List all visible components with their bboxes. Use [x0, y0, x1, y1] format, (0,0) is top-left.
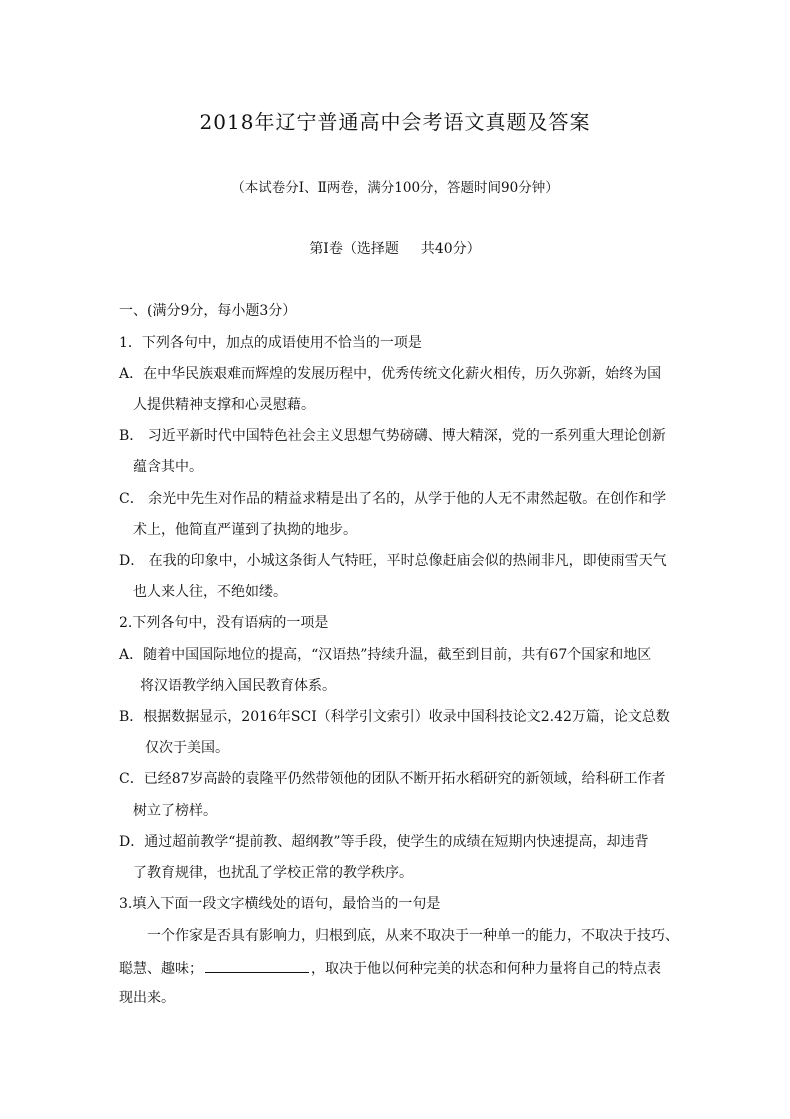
exam-note: （本试卷分Ⅰ、Ⅱ两卷，满分100分，答题时间90分钟） — [231, 180, 559, 196]
q1-option-b-line1: B． 习近平新时代中国特色社会主义思想气势磅礴、博大精深，党的一系列重大理论创新 — [119, 428, 666, 444]
q1-option-d-line2: 也人来人往，不绝如缕。 — [133, 584, 287, 600]
q3-passage-line2-end: ，取决于他以何种完美的状态和何种力量将自己的特点表 — [311, 961, 661, 977]
question-2: 2.下列各句中，没有语病的一项是 — [119, 615, 329, 631]
question-3: 3.填入下面一段文字横线处的语句，最恰当的一句是 — [119, 896, 441, 912]
q1-option-a-line1: A．在中华民族艰难而辉煌的发展历程中，优秀传统文化薪火相传，历久弥新，始终为国 — [119, 366, 662, 382]
q2-option-a-line2: 将汉语教学纳入国民教育体系。 — [140, 678, 336, 694]
q1-option-b-line2: 蕴含其中。 — [133, 459, 203, 475]
q2-option-b-line1: B．根据数据显示，2016年SCI（科学引文索引）收录中国科技论文2.42万篇，论文总数 — [119, 709, 670, 725]
q2-option-b-line2: 仅次于美国。 — [145, 740, 229, 756]
q2-option-a-line1: A．随着中国国际地位的提高，“汉语热”持续升温，截至到目前，共有67个国家和地区 — [119, 647, 652, 663]
q1-option-a-line2: 人提供精神支撑和心灵慰藉。 — [133, 397, 315, 413]
q2-option-c-line1: C．已经87岁高龄的袁隆平仍然带领他的团队不断开拓水稻研究的新领域，给科研工作者 — [119, 771, 666, 787]
section-score: 共40分） — [420, 241, 481, 257]
q3-passage-line3: 现出来。 — [119, 990, 175, 1006]
page-title: 2018年辽宁普通高中会考语文真题及答案 — [199, 110, 591, 134]
q1-option-d-line1: D． 在我的印象中，小城这条街人气特旺，平时总像赶庙会似的热闹非凡，即使雨雪天气 — [119, 553, 667, 569]
q3-passage-line2-start: 聪慧、趣味； — [119, 961, 203, 977]
question-1: 1．下列各句中，加点的成语使用不恰当的一项是 — [119, 335, 422, 351]
q2-option-c-line2: 树立了榜样。 — [133, 803, 217, 819]
q3-passage-line1: 一个作家是否具有影响力，归根到底，从来不取决于一种单一的能力，不取决于技巧、 — [147, 928, 679, 944]
section-part: 第Ⅰ卷（选择题 — [309, 241, 399, 257]
part-heading: 一、(满分9分，每小题3分） — [119, 303, 297, 319]
q1-option-c-line1: C． 余光中先生对作品的精益求精是出了名的，从学于他的人无不肃然起敬。在创作和学 — [119, 491, 667, 507]
section-heading — [0, 238, 790, 258]
answer-blank[interactable] — [205, 958, 309, 973]
q1-option-c-line2: 术上，他简直严谨到了执拗的地步。 — [133, 522, 357, 538]
q2-option-d-line2: 了教育规律，也扰乱了学校正常的教学秩序。 — [133, 865, 413, 881]
q2-option-d-line1: D．通过超前教学“提前教、超纲教”等手段，使学生的成绩在短期内快速提高，却违背 — [119, 834, 649, 850]
q3-passage-line2 — [119, 958, 661, 978]
